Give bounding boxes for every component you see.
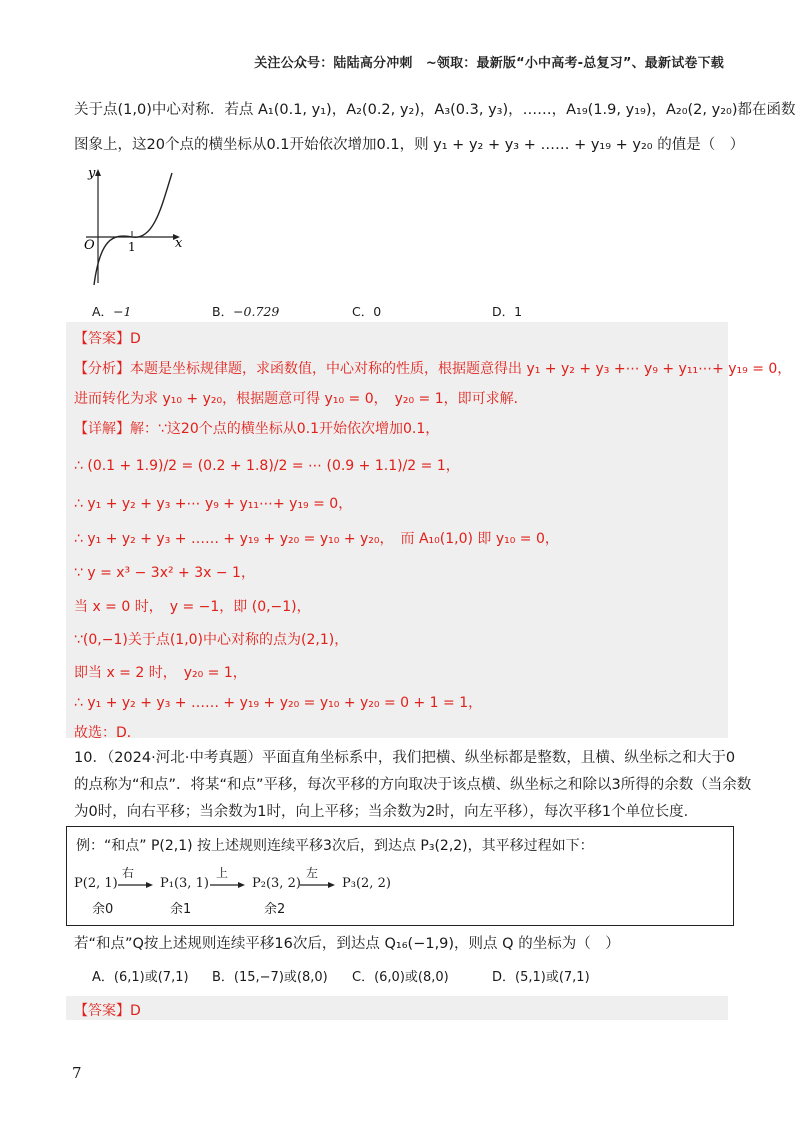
cubic-curve <box>94 173 172 285</box>
detail-line-7: ∵(0,−1)关于点(1,0)中心对称的点为(2,1)， <box>74 632 349 648</box>
function-graph <box>82 165 192 290</box>
q9-option-d: D．1 <box>492 304 523 319</box>
detail-line-6: 当 x = 0 时， y = −1，即 (0,−1)， <box>74 599 311 615</box>
answer-10: 【答案】D <box>74 1003 141 1019</box>
chain-dir0: 右 <box>122 866 135 880</box>
chain-p0: P(2, 1) <box>74 876 118 891</box>
detail-line-5: ∵ y = x³ − 3x² + 3x − 1， <box>74 565 255 581</box>
analysis-line-2: 进而转化为求 y₁₀ + y₂₀，根据题意可得 y₁₀ = 0， y₂₀ = 1，即可求解． <box>74 391 528 407</box>
chain-arrow-2 <box>300 880 336 890</box>
origin-label: O <box>84 238 95 253</box>
answer-box-10 <box>66 996 728 1020</box>
q10-option-b: B．(15,−7)或(8,0) <box>212 970 328 985</box>
q10-option-d: D．(5,1)或(7,1) <box>492 970 590 985</box>
q9-line-2: 图象上，这20个点的横坐标从0.1开始依次增加0.1，则 y₁ + y₂ + y₃ + …… + y₁₉ + y₂₀ 的值是（ ） <box>74 137 745 153</box>
q9-option-c: C．0 <box>352 304 382 319</box>
detail-line-4: ∴ y₁ + y₂ + y₃ + …… + y₁₉ + y₂₀ = y₁₀ + y₂₀， 而 A₁₀(1,0) 即 y₁₀ = 0， <box>74 531 559 547</box>
chain-rem2: 余2 <box>264 902 286 917</box>
detail-line-10: 故选：D． <box>74 725 141 741</box>
chain-arrow-0 <box>118 880 154 890</box>
x-label: x <box>175 236 183 251</box>
detail-line-9: ∴ y₁ + y₂ + y₃ + …… + y₁₉ + y₂₀ = y₁₀ + y₂₀ = 0 + 1 = 1， <box>74 695 483 711</box>
detail-line-3: ∴ y₁ + y₂ + y₃ +⋯ y₉ + y₁₁⋯+ y₁₉ = 0， <box>74 496 353 512</box>
chain-p1: P₁(3, 1) <box>160 876 209 891</box>
detail-line-2: ∴ (0.1 + 1.9)/2 = (0.2 + 1.8)/2 = ⋯ (0.9 + 1.1)/2 = 1， <box>74 458 460 474</box>
analysis-line-1: 【分析】本题是坐标规律题，求函数值，中心对称的性质，根据题意得出 y₁ + y₂ + y₃ +⋯ y₉ + y₁₁⋯+ y₁₉ = 0， <box>74 361 792 377</box>
tick-label-1: 1 <box>128 240 136 254</box>
chain-dir2: 左 <box>306 866 319 880</box>
q9-option-b: B．−0.729 <box>212 304 280 319</box>
chain-p2: P₂(3, 2) <box>252 876 301 891</box>
q10-question: 若“和点”Q按上述规则连续平移16次后，到达点 Q₁₆(−1,9)，则点 Q 的坐标为（ ） <box>74 936 620 952</box>
q10-option-c: C．(6,0)或(8,0) <box>352 970 449 985</box>
q10-option-a: A．(6,1)或(7,1) <box>92 970 189 985</box>
chain-dir1: 上 <box>216 866 229 880</box>
page-number: 7 <box>72 1064 82 1082</box>
y-label: y <box>88 166 96 181</box>
chain-p3: P₃(2, 2) <box>342 876 391 891</box>
q9-option-a: A．−1 <box>92 304 132 319</box>
page-header: 关注公众号：陆陆高分冲刺 ~领取：最新版“小中高考-总复习”、最新试卷下载 <box>254 56 724 71</box>
q10-line-1: 10．（2024·河北·中考真题）平面直角坐标系中，我们把横、纵坐标都是整数，且横、纵坐标之和大于0 <box>74 750 736 766</box>
chain-rem0: 余0 <box>92 902 114 917</box>
detail-line-8: 即当 x = 2 时， y₂₀ = 1， <box>74 665 247 681</box>
q9-line-1: 关于点(1,0)中心对称．若点 A₁(0.1, y₁)，A₂(0.2, y₂)，A₃(0.3, y₃)，……，A₁₉(1.9, y₁₉)，A₂₀(2, y₂₀)都在函数 <box>74 102 796 118</box>
y-axis-arrow <box>95 169 101 176</box>
chain-rem1: 余1 <box>170 902 192 917</box>
example-text: 例：“和点” P(2,1) 按上述规则连续平移3次后，到达点 P₃(2,2)，其平移过程如下： <box>76 838 594 854</box>
chain-arrow-1 <box>210 880 246 890</box>
detail-line-1: 【详解】解：∵这20个点的横坐标从0.1开始依次增加0.1， <box>74 421 440 437</box>
q10-line-2: 的点称为“和点”．将某“和点”平移，每次平移的方向取决于该点横、纵坐标之和除以3所得的余数（当余数 <box>74 777 752 793</box>
q10-line-3: 为0时，向右平移；当余数为1时，向上平移；当余数为2时，向左平移），每次平移1个单位长度． <box>74 804 699 820</box>
answer-9: 【答案】D <box>74 331 141 347</box>
